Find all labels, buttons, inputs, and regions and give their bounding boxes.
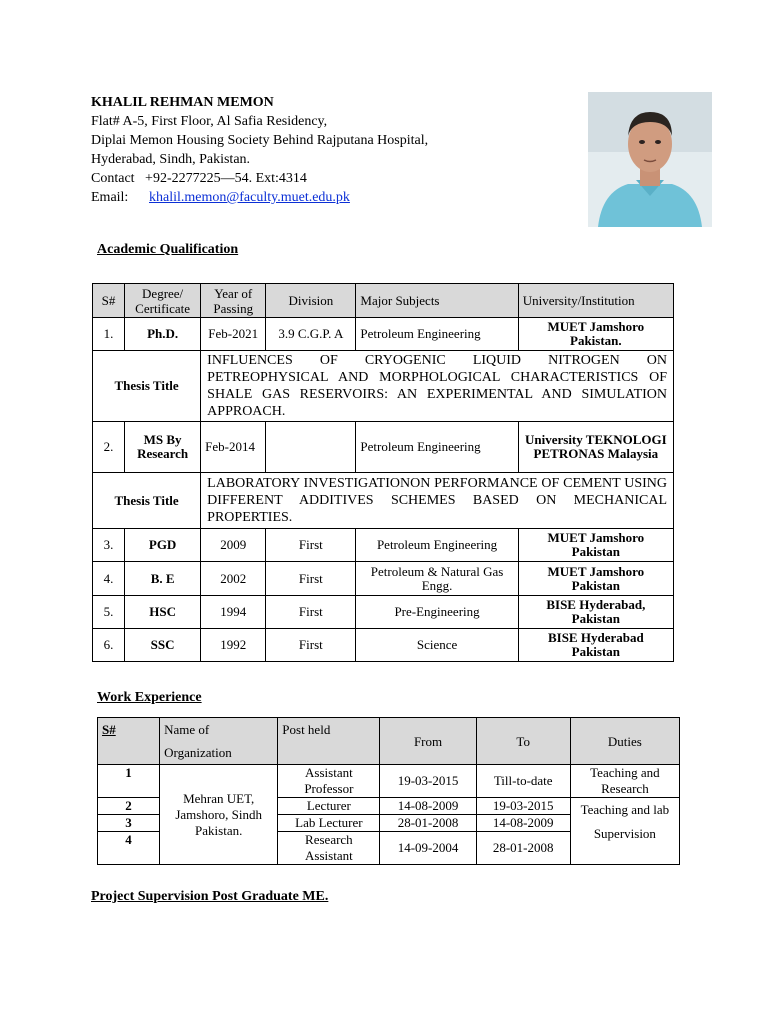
work-experience-table <box>97 717 680 865</box>
table-row <box>93 629 674 662</box>
from-cell: 28-01-2008 <box>380 815 476 832</box>
university-cell: University TEKNOLOGI PETRONAS Malaysia <box>518 422 673 473</box>
post-cell: Lecturer <box>278 798 380 815</box>
column-header: To <box>476 718 570 765</box>
column-header: Division <box>266 284 356 318</box>
serial-cell: 6. <box>93 629 125 662</box>
profile-photo <box>588 92 712 227</box>
degree-cell: MS By Research <box>125 422 201 473</box>
column-header: Duties <box>570 718 679 765</box>
year-cell: 1992 <box>201 629 266 662</box>
year-cell: Feb-2021 <box>201 318 266 351</box>
division-cell: First <box>266 562 356 596</box>
thesis-row <box>93 351 674 422</box>
table-row <box>93 318 674 351</box>
division-cell <box>266 422 356 473</box>
contact-line: Contact +92-2277225—54. Ext:4314 <box>91 171 307 186</box>
email-label: Email: <box>91 190 129 205</box>
serial-cell: 2 <box>98 798 160 815</box>
division-cell: 3.9 C.G.P. A <box>266 318 356 351</box>
column-header: Post held <box>278 718 380 765</box>
column-header: Name of Organization <box>160 718 278 765</box>
duties-cell: Teaching and Research <box>570 765 679 798</box>
table-row <box>93 596 674 629</box>
thesis-row <box>93 473 674 529</box>
from-cell: 14-08-2009 <box>380 798 476 815</box>
email-link[interactable]: khalil.memon@faculty.muet.edu.pk <box>149 190 350 205</box>
table-row <box>93 422 674 473</box>
degree-cell: B. E <box>125 562 201 596</box>
column-header: S# <box>98 718 160 765</box>
column-header: Major Subjects <box>356 284 518 318</box>
column-header: S# <box>93 284 125 318</box>
year-cell: 1994 <box>201 596 266 629</box>
degree-cell: SSC <box>125 629 201 662</box>
table-row <box>93 562 674 596</box>
subject-cell: Petroleum Engineering <box>356 422 518 473</box>
university-cell: MUET Jamshoro Pakistan <box>518 562 673 596</box>
post-cell: Assistant Professor <box>278 765 380 798</box>
applicant-name: KHALIL REHMAN MEMON <box>91 95 274 110</box>
to-cell: 19-03-2015 <box>476 798 570 815</box>
to-cell: 14-08-2009 <box>476 815 570 832</box>
subject-cell: Pre-Engineering <box>356 596 518 629</box>
person-photo-icon <box>588 92 712 227</box>
university-cell: MUET Jamshoro Pakistan. <box>518 318 673 351</box>
resume-header <box>91 93 428 207</box>
thesis-label: Thesis Title <box>93 351 201 422</box>
subject-cell: Petroleum Engineering <box>356 318 518 351</box>
column-header: University/Institution <box>518 284 673 318</box>
serial-cell: 1 <box>98 765 160 798</box>
serial-cell: 3 <box>98 815 160 832</box>
work-experience-title: Work Experience <box>97 690 202 705</box>
post-cell: Lab Lecturer <box>278 815 380 832</box>
column-header: From <box>380 718 476 765</box>
division-cell: First <box>266 629 356 662</box>
academic-qualification-title: Academic Qualification <box>97 242 239 257</box>
from-cell: 19-03-2015 <box>380 765 476 798</box>
table-row <box>93 529 674 562</box>
to-cell: 28-01-2008 <box>476 832 570 865</box>
degree-cell: HSC <box>125 596 201 629</box>
address-line-2: Diplai Memon Housing Society Behind Rajputana Hospital, <box>91 133 429 148</box>
year-cell: Feb-2014 <box>201 422 266 473</box>
subject-cell: Petroleum & Natural Gas Engg. <box>356 562 518 596</box>
division-cell: First <box>266 529 356 562</box>
thesis-title-phd: INFLUENCES OF CRYOGENIC LIQUID NITROGEN ON PETREOPHYSICAL AND MORPHOLOGICAL CHARACTERISTICS OF SHALE GAS RESERVOIRS: AN EXPERIMENTAL AND SIMULATION APPROACH. <box>201 351 674 422</box>
duties-cell: Teaching and lab Supervision <box>570 798 679 865</box>
post-cell: Research Assistant <box>278 832 380 865</box>
serial-cell: 5. <box>93 596 125 629</box>
year-cell: 2002 <box>201 562 266 596</box>
thesis-title-ms: LABORATORY INVESTIGATIONON PERFORMANCE OF CEMENT USING DIFFERENT ADDITIVES SCHEMES BASED ON MECHANICAL PROPERTIES. <box>201 473 674 529</box>
serial-cell: 2. <box>93 422 125 473</box>
column-header: Year of Passing <box>201 284 266 318</box>
degree-cell: Ph.D. <box>125 318 201 351</box>
serial-cell: 4. <box>93 562 125 596</box>
address-line-1: Flat# A-5, First Floor, Al Safia Residency, <box>91 114 328 129</box>
address-line-3: Hyderabad, Sindh, Pakistan. <box>91 152 251 167</box>
serial-cell: 4 <box>98 832 160 865</box>
academic-table <box>92 283 674 662</box>
project-supervision-title: Project Supervision Post Graduate ME. <box>91 889 329 904</box>
email-row <box>91 188 428 207</box>
organization-cell: Mehran UET, Jamshoro, Sindh Pakistan. <box>160 765 278 865</box>
table-header-row <box>93 284 674 318</box>
table-header-row <box>98 718 680 765</box>
university-cell: BISE Hyderabad Pakistan <box>518 629 673 662</box>
to-cell: Till-to-date <box>476 765 570 798</box>
table-row <box>98 765 680 798</box>
degree-cell: PGD <box>125 529 201 562</box>
column-header: Degree/ Certificate <box>125 284 201 318</box>
year-cell: 2009 <box>201 529 266 562</box>
serial-cell: 1. <box>93 318 125 351</box>
university-cell: BISE Hyderabad, Pakistan <box>518 596 673 629</box>
serial-cell: 3. <box>93 529 125 562</box>
division-cell: First <box>266 596 356 629</box>
thesis-label: Thesis Title <box>93 473 201 529</box>
subject-cell: Petroleum Engineering <box>356 529 518 562</box>
subject-cell: Science <box>356 629 518 662</box>
from-cell: 14-09-2004 <box>380 832 476 865</box>
university-cell: MUET Jamshoro Pakistan <box>518 529 673 562</box>
